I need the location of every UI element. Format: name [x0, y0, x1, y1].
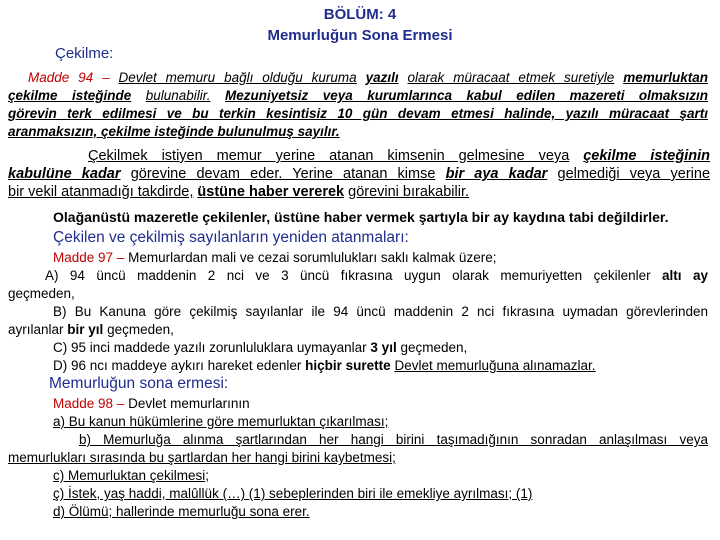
madde-98-item-b-line-1: b) Memurluğa alınma şartlarından her hangi birini taşımadığının sonradan anlaşılması veya	[79, 432, 708, 447]
madde-94-text: çekilme isteğinde	[8, 88, 132, 103]
section-heading-yeniden-atanma: Çekilen ve çekilmiş sayılanların yeniden atanmaları:	[53, 229, 409, 246]
madde-97-text: geçmeden,	[107, 322, 174, 337]
paragraph-2-text: kabulüne kadar	[8, 166, 121, 182]
madde-97-text: A) 94 üncü maddenin 2 nci ve 3 üncü fıkrasına uygun olarak memuriyetten çekilenler	[45, 268, 651, 283]
madde-97-a-line-1	[45, 267, 708, 285]
madde-97-a-line-2: geçmeden,	[8, 286, 75, 301]
paragraph-2-text: gelmediği veya yerine	[557, 166, 711, 182]
madde-98-item-c: c) Memurluktan çekilmesi;	[53, 468, 210, 483]
section-heading-sona-erme: Memurluğun sona ermesi:	[49, 375, 229, 392]
madde-97-c	[53, 339, 467, 357]
madde-98-item-c-cedilla: ç) İstek, yaş haddi, malûllük (…) (1) sebeplerinden biri ile emekliye ayrılması; (1)	[53, 486, 533, 501]
madde-98-label: Madde 98 –	[53, 396, 125, 411]
chapter-label: BÖLÜM: 4	[323, 6, 397, 23]
olaganustu-note: Olağanüstü mazeretle çekilenler, üstüne haber vermek şartıyla bir ay kaydına tabi değildirler.	[53, 209, 669, 225]
madde-97-text: geçmeden,	[400, 340, 468, 355]
madde-98-intro	[53, 395, 250, 413]
madde-97-intro	[53, 249, 496, 267]
madde-97-text: Devlet memurluğuna alınamazlar.	[394, 358, 596, 373]
madde-97-text: Memurlardan mali ve cezai sorumlulukları saklı kalmak üzere;	[128, 250, 497, 265]
madde-94-text: Devlet memuru bağlı olduğu kuruma	[118, 70, 357, 85]
madde-94-text: Mezuniyetsiz veya kurumlarınca kabul edilen mazereti olmaksızın	[225, 88, 708, 103]
madde-98-item-a: a) Bu kanun hükümlerine göre memurluktan çıkarılması;	[53, 414, 389, 429]
paragraph-2-text: üstüne haber vererek	[197, 184, 345, 200]
madde-94-line-1	[28, 69, 708, 87]
paragraph-2-line-3	[8, 184, 469, 202]
paragraph-2-line-2	[8, 166, 710, 184]
madde-94-line-3: görevin terk edilmesi ve bu terkin kesintisiz 10 gün devam etmesi halinde, yazılı müracaat şartı	[8, 106, 708, 121]
madde-97-d	[53, 357, 596, 375]
madde-94-text: olarak müracaat etmek suretiyle	[407, 70, 615, 85]
madde-94-text: yazılı	[365, 70, 399, 85]
section-heading-cekilme: Çekilme:	[55, 45, 114, 62]
paragraph-2-text: bir aya kadar	[445, 166, 548, 182]
madde-98-item-b-line-2: memurlukları sırasında bu şartlardan her hangi birini kaybetmesi;	[8, 450, 396, 465]
madde-97-b-line-1: B) Bu Kanuna göre çekilmiş sayılanlar ile 94 üncü maddenin 2 nci fıkrasına uymadan görevlerinden	[53, 304, 708, 319]
madde-97-text: D) 96 ncı maddeye aykırı hareket edenler	[53, 358, 302, 373]
paragraph-2-text: bir vekil atanmadığı takdirde,	[8, 184, 194, 200]
paragraph-2-text: çekilme isteğinin	[583, 148, 710, 164]
madde-97-text: hiçbir surette	[305, 358, 391, 373]
madde-97-text: C) 95 inci maddede yazılı zorunluluklara uymayanlar	[53, 340, 367, 355]
madde-94-text: bulunabilir.	[145, 88, 211, 103]
madde-97-text: 3 yıl	[370, 340, 397, 355]
madde-94-label: Madde 94 –	[28, 70, 110, 85]
madde-94-line-2	[8, 87, 708, 105]
madde-94-line-4: aranmaksızın, çekilme isteğinde bulunulmuş sayılır.	[8, 124, 340, 139]
madde-97-label: Madde 97 –	[53, 250, 125, 265]
madde-98-text: Devlet memurlarının	[128, 396, 250, 411]
madde-94-text: memurluktan	[623, 70, 708, 85]
paragraph-2-text: Çekilmek istiyen memur yerine atanan kimsenin gelmesine veya	[88, 148, 570, 164]
madde-97-b-line-2	[8, 321, 174, 339]
paragraph-2-text: görevini bırakabilir.	[348, 184, 470, 200]
madde-97-text: ayrılanlar	[8, 322, 64, 337]
madde-97-text: bir yıl	[67, 322, 104, 337]
page-title: Memurluğun Sona Ermesi	[267, 27, 453, 44]
madde-98-item-d: d) Ölümü; hallerinde memurluğu sona erer.	[53, 504, 310, 519]
madde-97-text: altı ay	[662, 268, 708, 283]
paragraph-2-text: görevine devam eder. Yerine atanan kimse	[130, 166, 436, 182]
paragraph-2-line-1	[88, 148, 710, 166]
